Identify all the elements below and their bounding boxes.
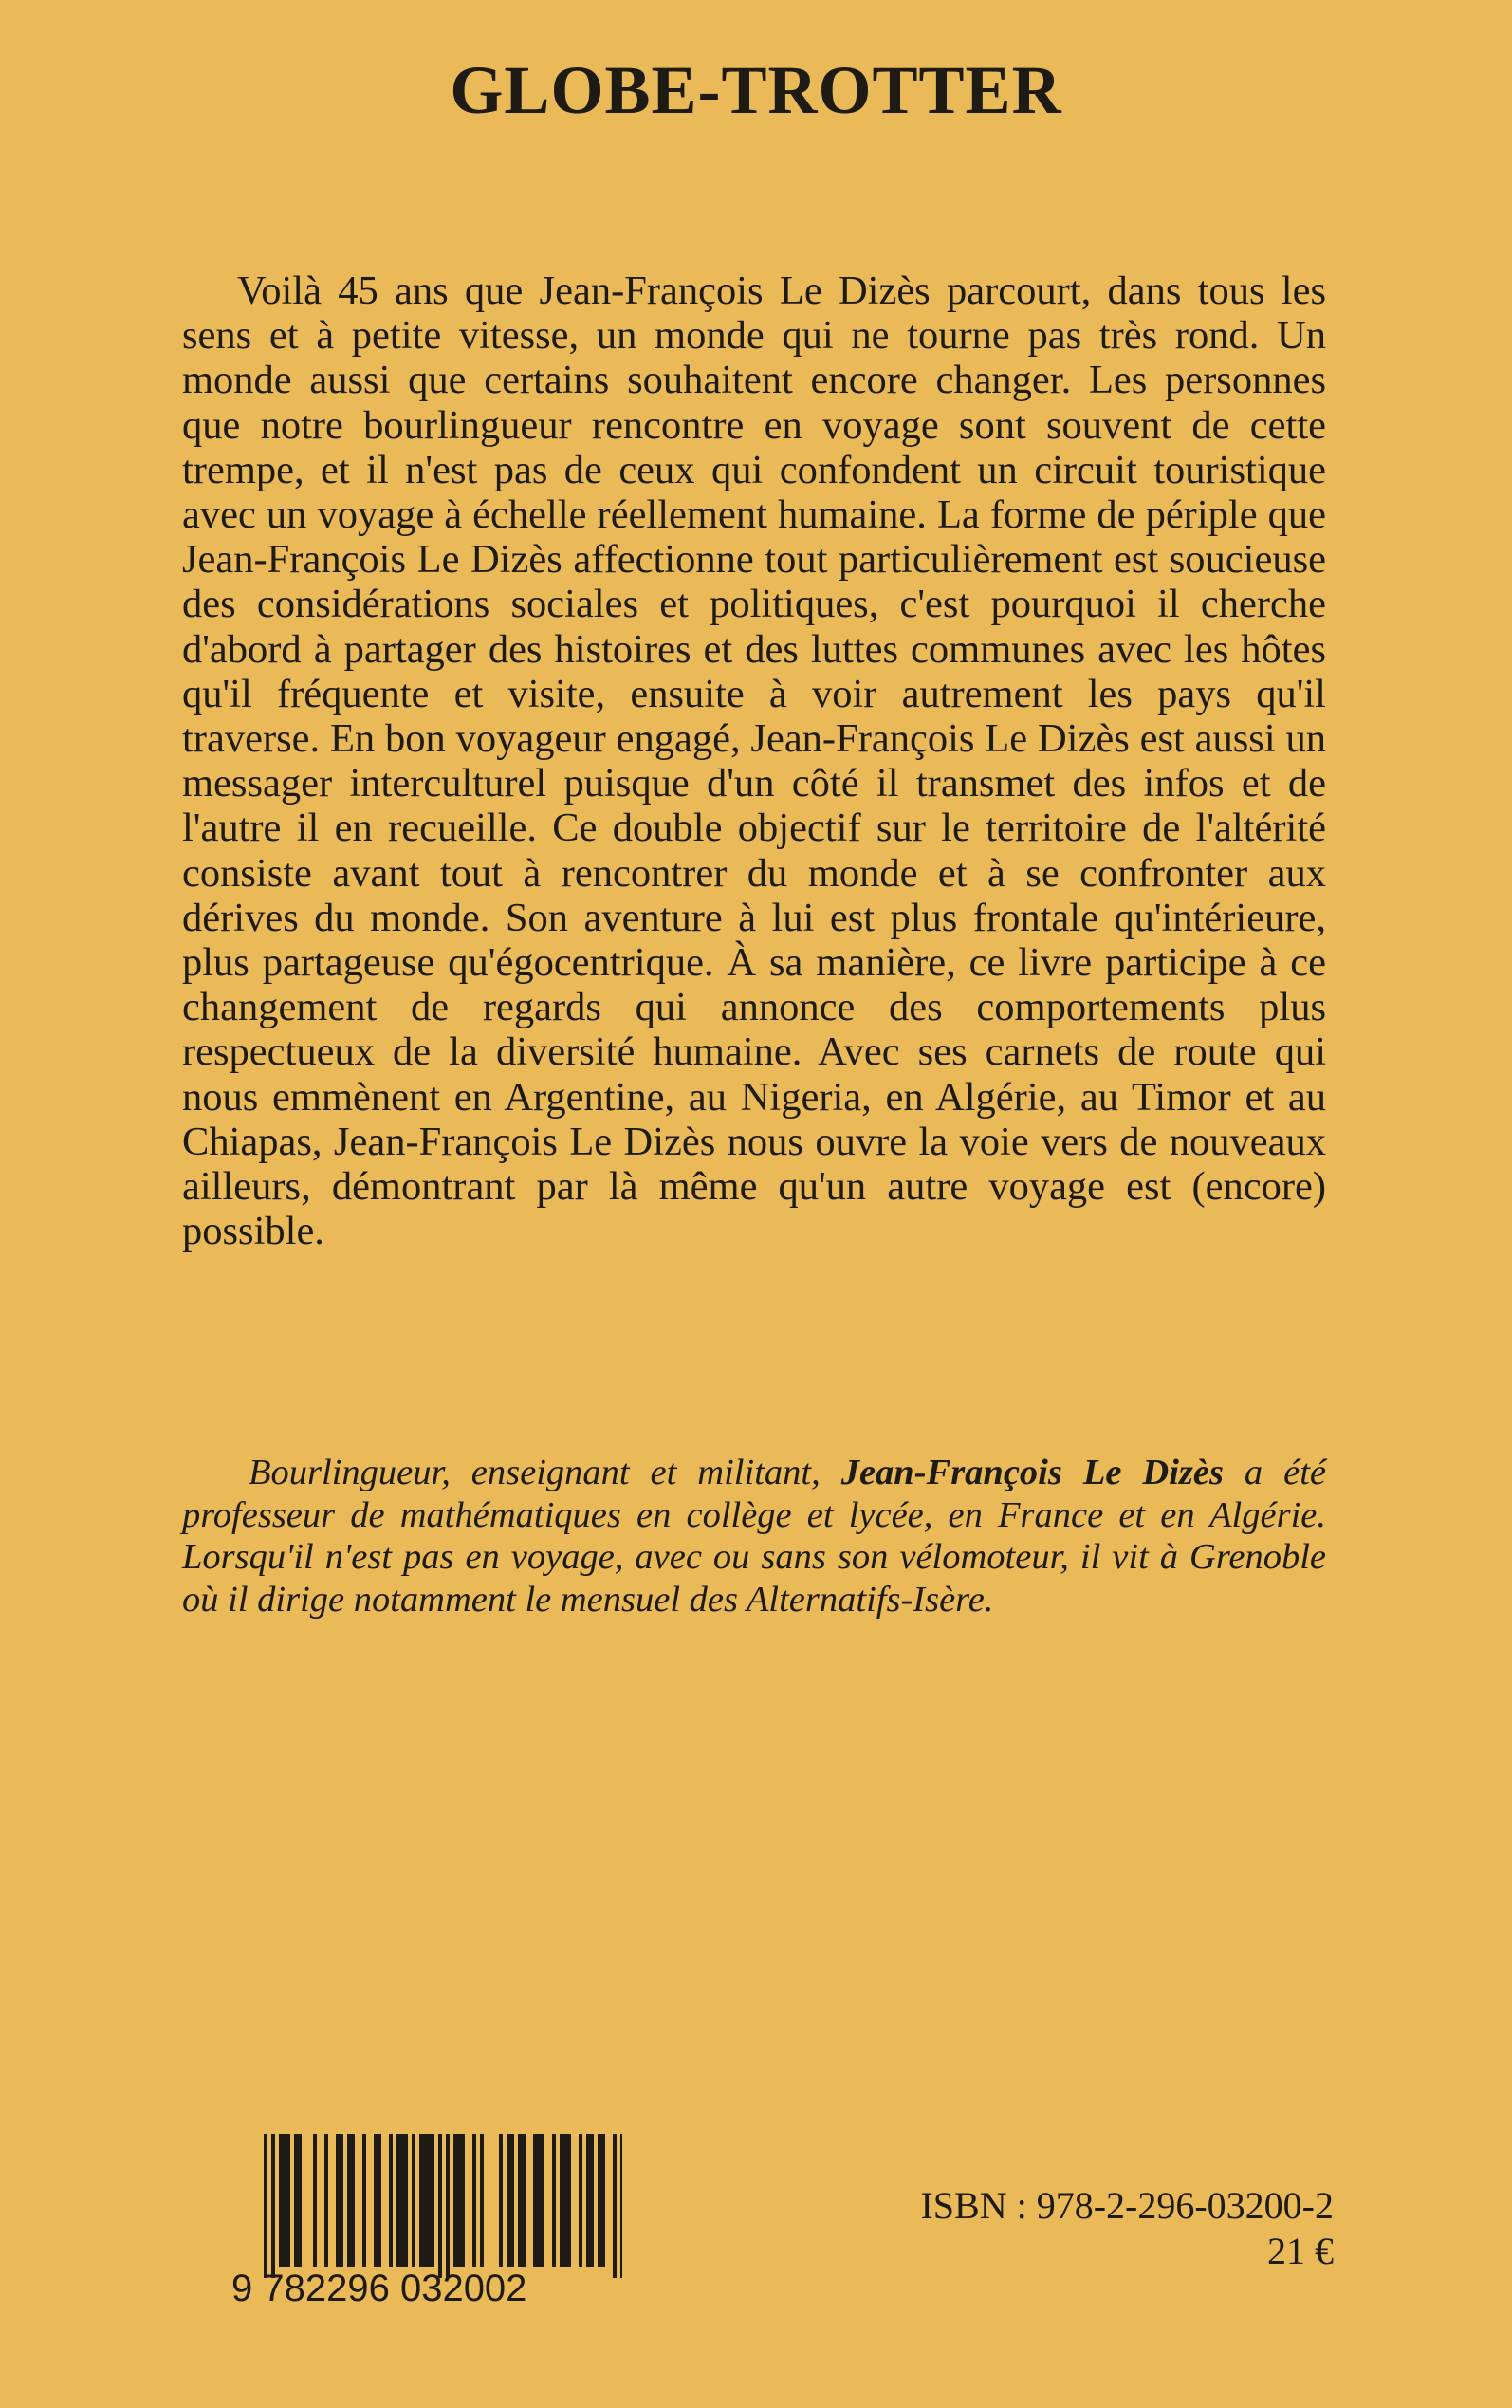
barcode-bar <box>579 2134 582 2267</box>
barcode-bar <box>533 2134 537 2267</box>
barcode-bar <box>347 2134 351 2267</box>
barcode-bar <box>336 2134 340 2267</box>
barcode-bar <box>271 2134 275 2278</box>
barcode-bar <box>563 2134 567 2267</box>
barcode-bar <box>472 2134 476 2267</box>
barcode-bar <box>279 2134 283 2267</box>
isbn-label: ISBN : 978-2-296-03200-2 <box>920 2184 1334 2227</box>
barcode-bar <box>601 2134 605 2267</box>
barcode-bar <box>283 2134 286 2267</box>
barcode-bar <box>560 2134 563 2267</box>
barcode-digits: 9 782296 032002 <box>231 2268 527 2308</box>
barcode-bar <box>438 2134 442 2278</box>
barcode-bar <box>586 2134 590 2267</box>
barcode-bar <box>351 2134 355 2267</box>
barcode-bar <box>362 2134 366 2267</box>
barcode <box>226 2134 622 2308</box>
summary-paragraph: Voilà 45 ans que Jean-François Le Dizès parcourt, dans tous les sens et à petite vitesse, un monde qui ne tourne pas très rond. Un monde aussi que certains souhaitent encore changer. Les personnes que notre bourlingueur rencontre en voyage sont souvent de cette trempe, et il n'est pas de ceux qui confondent un circuit touristique avec un voyage à échelle réellement humaine. La forme de périple que Jean-François Le Dizès affectionne tout particulièrement est soucieuse des considérations sociales et politiques, c'est pourquoi il cherche d'abord à partager des histoires et des luttes communes avec les hôtes qu'il fréquente et visite, ensuite à voir autrement les pays qu'il traverse. En bon voyageur engagé, Jean-François Le Dizès est aussi un messager interculturel puisque d'un côté il transmet des infos et de l'autre il en recueille. Ce double objectif sur le territoire de l'altérité consiste avant tout à rencontrer du monde et à se confronter aux dérives du monde. Son aventure à lui est plus frontale qu'intérieure, plus partageuse qu'égocentrique. À sa manière, ce livre participe à ce changement de regards qui annonce des comportements plus respectueux de la diversité humaine. Avec ses carnets de route qui nous emmènent en Argentine, au Nigeria, en Algérie, au Timor et au Chiapas, Jean-François Le Dizès nous ouvre la voie vers de nouveaux ailleurs, démontrant par là même qu'un autre voyage est (encore) possible. <box>182 269 1326 1254</box>
barcode-bar <box>427 2134 431 2267</box>
book-title: GLOBE-TROTTER <box>450 52 1062 128</box>
barcode-bar <box>294 2134 298 2267</box>
barcode-bar <box>537 2134 541 2267</box>
barcode-bar <box>400 2134 404 2267</box>
barcode-bar <box>419 2134 423 2267</box>
barcode-bar <box>396 2134 400 2267</box>
barcode-bar <box>431 2134 434 2267</box>
barcode-bar <box>567 2134 571 2267</box>
barcode-bar <box>510 2134 514 2267</box>
barcode-bar <box>522 2134 526 2267</box>
barcode-bar <box>340 2134 343 2267</box>
bio-prefix: Bourlingueur, enseignant et militant, <box>249 1453 841 1492</box>
back-cover-summary <box>182 269 1326 1253</box>
barcode-bar <box>590 2134 594 2267</box>
barcode-bar <box>324 2134 328 2267</box>
price-label: 21 € <box>1267 2230 1334 2272</box>
barcode-bar <box>412 2134 415 2267</box>
bio-suffix: a été professeur de mathématiques en collège et lycée, en France et en Algérie. Lorsqu'il n'est pas en voyage, avec ou sans son vélomoteur, il vit à Grenoble où il dirige notamment le mensuel des Alternatifs-Isère. <box>182 1453 1327 1620</box>
barcode-bar <box>389 2134 393 2267</box>
barcode-bar <box>374 2134 378 2267</box>
barcode-bar <box>457 2134 461 2267</box>
barcode-bar <box>286 2134 290 2267</box>
author-bio <box>182 1452 1326 1621</box>
barcode-bar <box>264 2134 267 2278</box>
barcode-bar <box>552 2134 556 2267</box>
barcode-bar <box>446 2134 450 2278</box>
barcode-bar <box>461 2134 465 2267</box>
barcode-bar <box>404 2134 408 2267</box>
barcode-bar <box>620 2134 622 2278</box>
author-name: Jean-François Le Dizès <box>840 1453 1224 1492</box>
barcode-bar <box>613 2134 617 2278</box>
barcode-bar <box>518 2134 522 2267</box>
barcode-bar <box>313 2134 317 2267</box>
barcode-bar <box>453 2134 457 2267</box>
barcode-graphic <box>226 2134 622 2308</box>
barcode-bar <box>378 2134 381 2267</box>
barcode-bar <box>507 2134 510 2267</box>
barcode-bar <box>598 2134 601 2267</box>
barcode-bar <box>480 2134 484 2267</box>
barcode-bar <box>423 2134 427 2267</box>
barcode-bar <box>298 2134 302 2267</box>
barcode-bar <box>541 2134 544 2267</box>
barcode-bar <box>499 2134 503 2267</box>
